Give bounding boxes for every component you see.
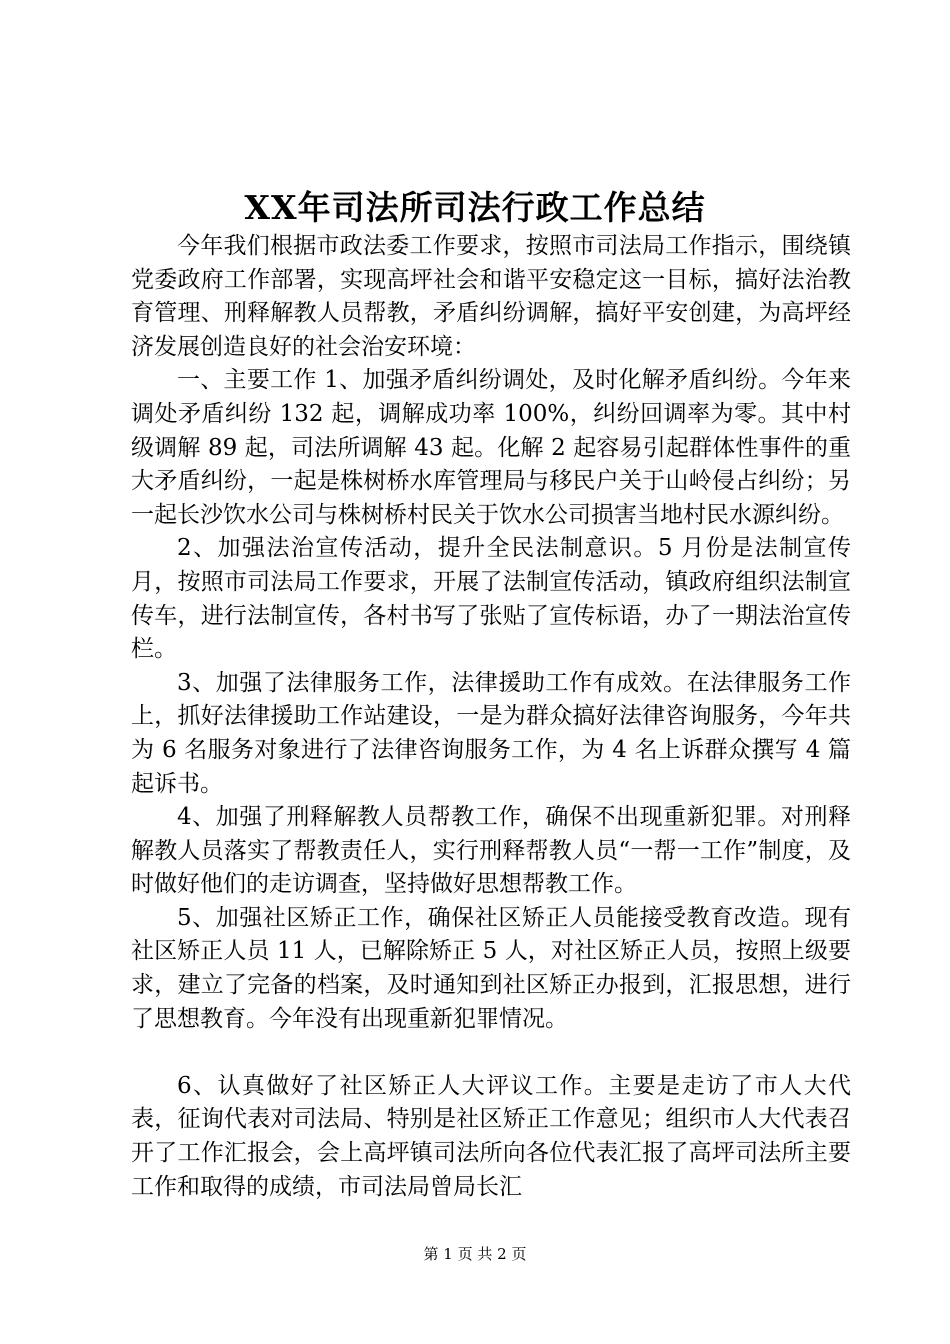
- paragraph-item-4: 4、加强了刑释解教人员帮教工作，确保不出现重新犯罪。对刑释解教人员落实了帮教责任人，实行刑释帮教人员“一帮一工作”制度，及时做好他们的走访调查，坚持做好思想帮教工作。: [131, 804, 851, 898]
- paragraph-item-2: 2、加强法治宣传活动，提升全民法制意识。5 月份是法制宣传月，按照市司法局工作要求，开展了法制宣传活动，镇政府组织法制宣传车，进行法制宣传，各村书写了张贴了宣传标语，办了一期法治宣传栏。: [131, 535, 851, 663]
- paragraph-item-5: 5、加强社区矫正工作，确保社区矫正人员能接受教育改造。现有社区矫正人员 11 人，已解除矫正 5 人，对社区矫正人员，按照上级要求，建立了完备的档案，及时通知到社区矫正办报到，汇报思想，进行了思想教育。今年没有出现重新犯罪情况。: [131, 904, 851, 1032]
- paragraph-item-6: 6、认真做好了社区矫正人大评议工作。主要是走访了市人大代表，征询代表对司法局、特别是社区矫正工作意见；组织市人大代表召开了工作汇报会，会上高坪镇司法所向各位代表汇报了高坪司法所主要工作和取得的成绩，市司法局曾局长汇: [131, 1072, 851, 1200]
- paragraph-intro: 今年我们根据市政法委工作要求，按照市司法局工作指示，围绕镇党委政府工作部署，实现高坪社会和谐平安稳定这一目标，搞好法治教育管理、刑释解教人员帮教，矛盾纠纷调解，搞好平安创建，为高坪经济发展创造良好的社会治安环境：: [131, 233, 851, 360]
- document-body: [131, 230, 851, 1204]
- document-title: XX年司法所司法行政工作总结: [244, 188, 706, 227]
- paragraph-item-3: 3、加强了法律服务工作，法律援助工作有成效。在法律服务工作上，抓好法律援助工作站建设，一是为群众搞好法律咨询服务，今年共为 6 名服务对象进行了法律咨询服务工作，为 4 名上诉群众撰写 4 篇起诉书。: [131, 669, 851, 797]
- page-number: 第 1 页 共 2 页: [423, 1245, 527, 1263]
- paragraph-item-1: 一、主要工作 1、加强矛盾纠纷调处，及时化解矛盾纠纷。今年来调处矛盾纠纷 132 起，调解成功率 100%，纠纷回调率为零。其中村级调解 89 起，司法所调解 43 起。化解 2 起容易引起群体性事件的重大矛盾纠纷，一起是株树桥水库管理局与移民户关于山岭侵占纠纷；另一起长沙饮水公司与株树桥村民关于饮水公司损害当地村民水源纠纷。: [131, 367, 851, 528]
